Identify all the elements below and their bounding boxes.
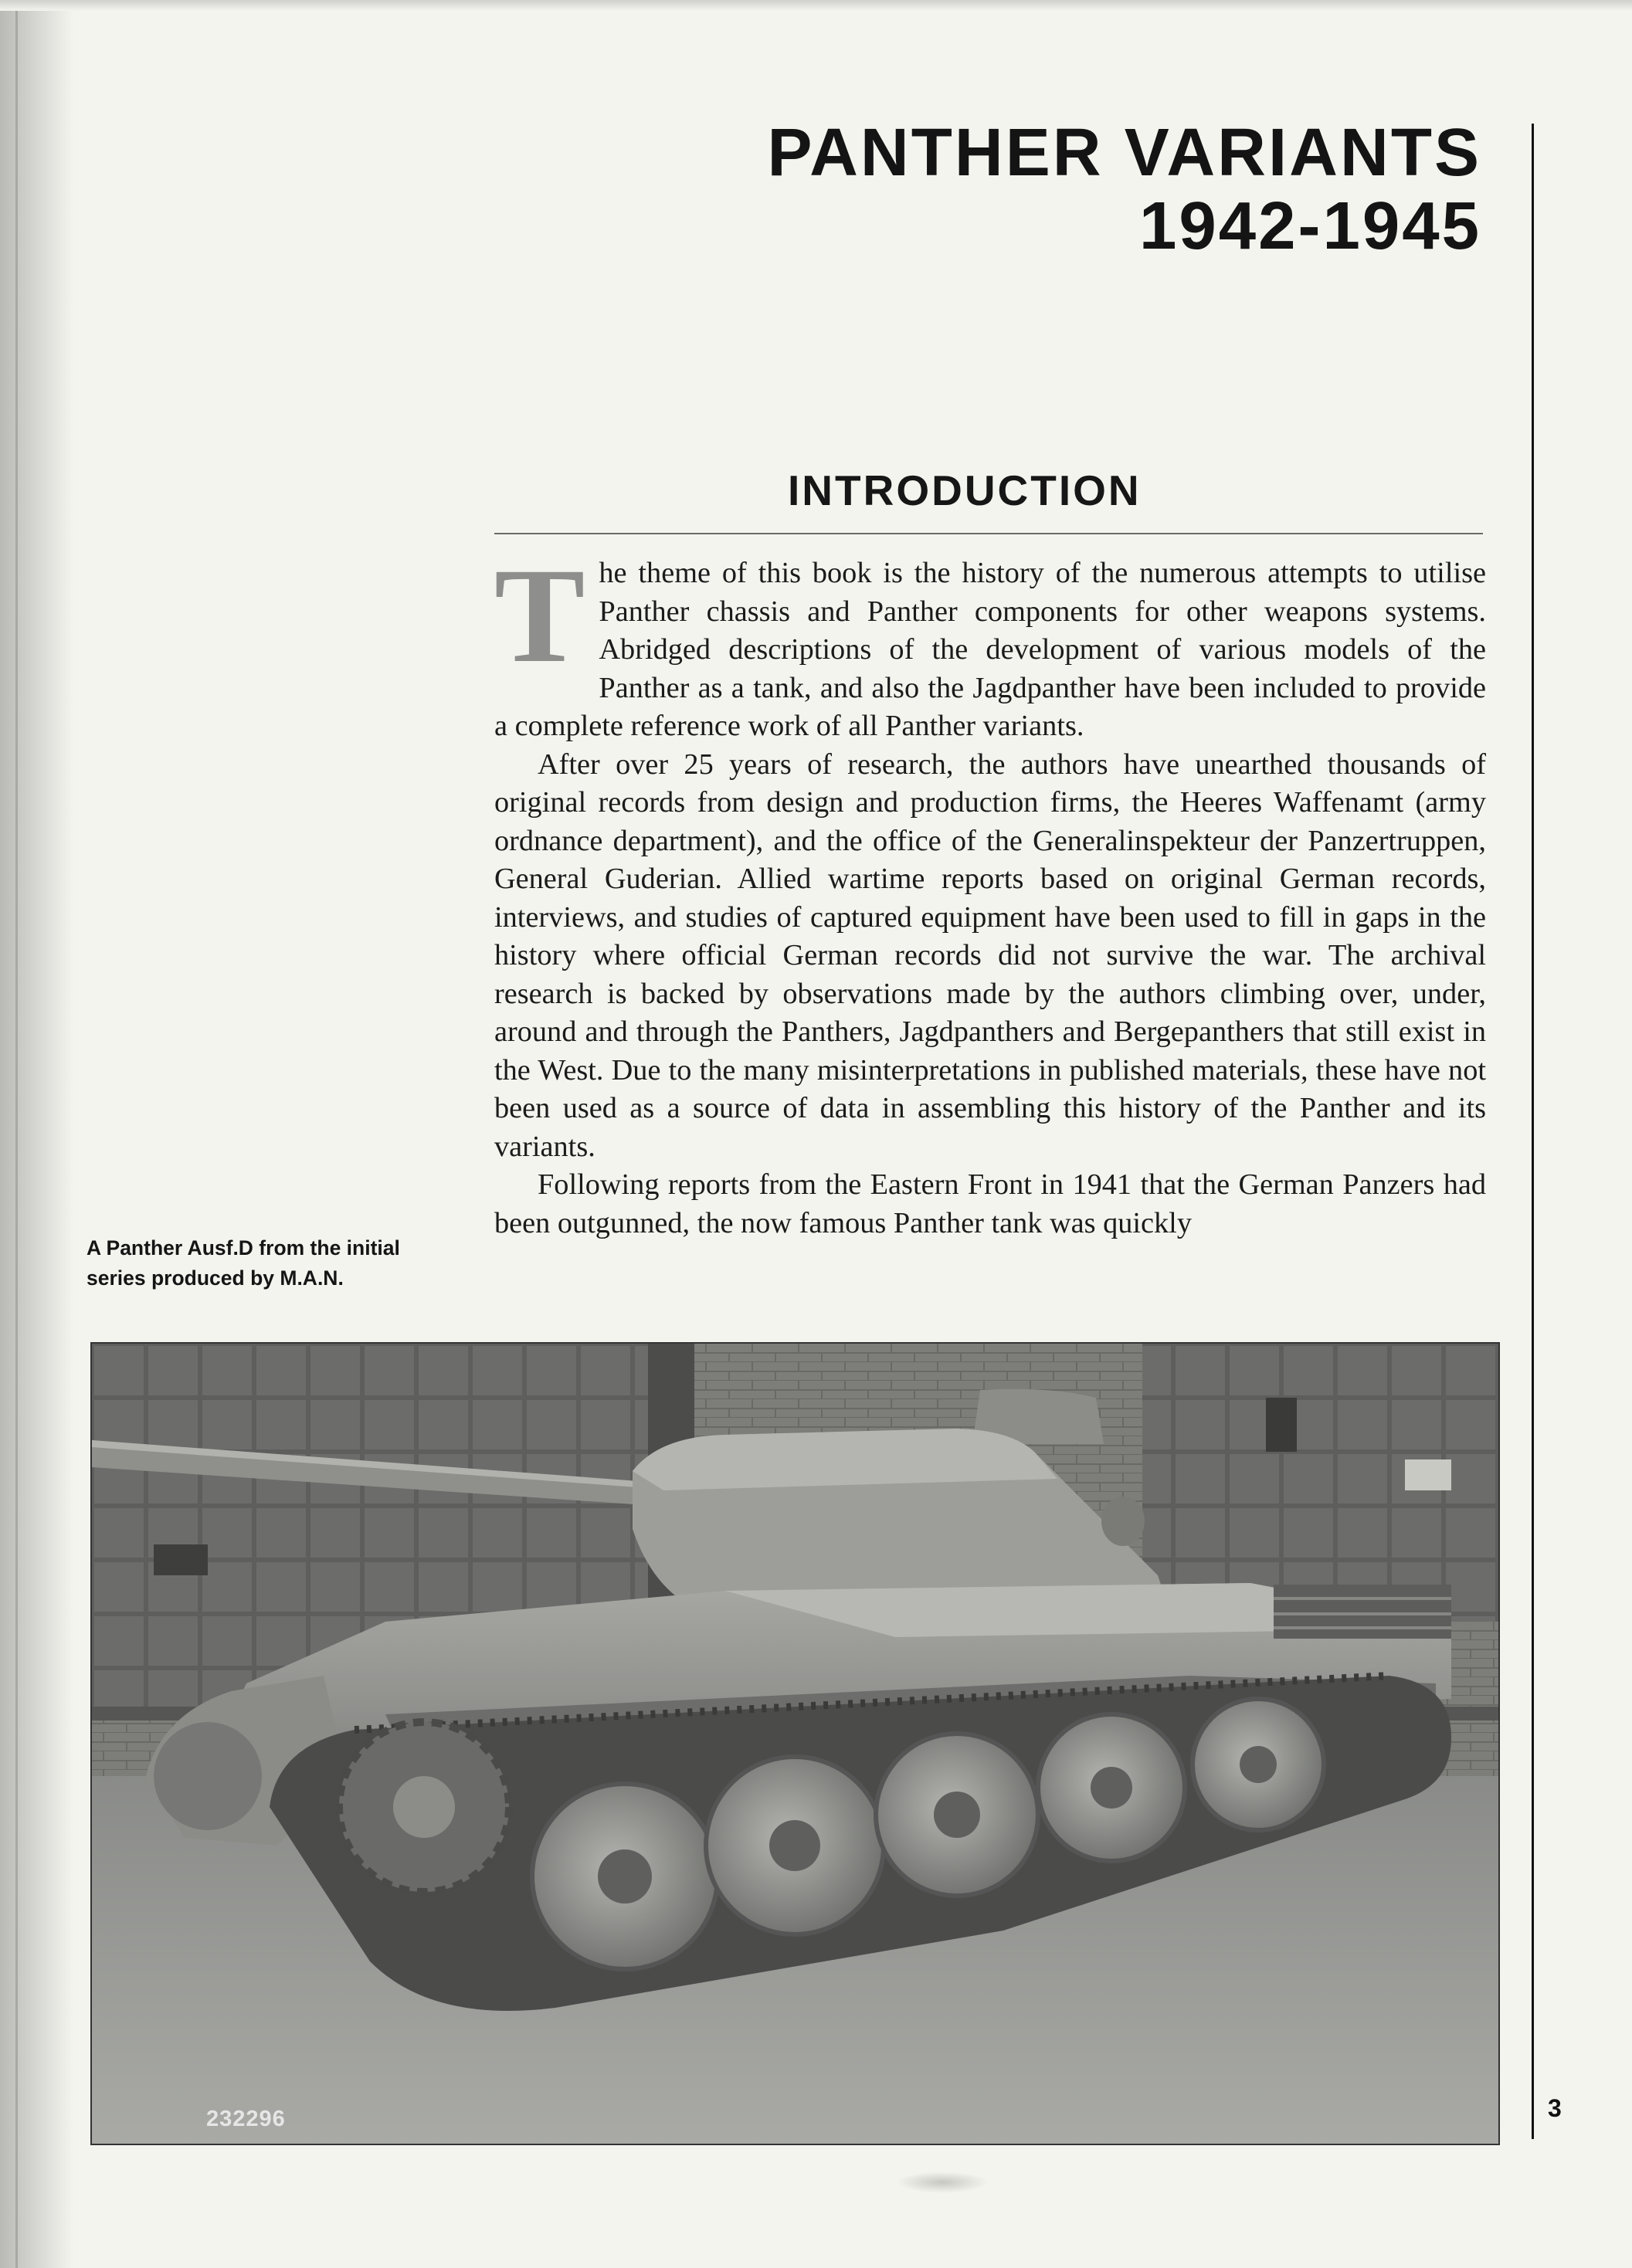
- scan-smudge: [896, 2171, 989, 2193]
- page-top-edge: [0, 0, 1632, 11]
- tank-photo: [90, 1342, 1500, 2145]
- paragraph-1: [494, 541, 1486, 746]
- page-number: 3: [1548, 2094, 1562, 2122]
- photo-negative-number: 232296: [206, 2107, 286, 2131]
- tank-photo-illustration: [92, 1344, 1498, 2144]
- section-heading: INTRODUCTION: [788, 466, 1142, 514]
- paragraph-3: Following reports from the Eastern Front in 1941 that the German Panzers had been outgunned, the now famous Panther tank was quickly: [494, 1168, 1486, 1239]
- photo-caption: A Panther Ausf.D from the initial series produced by M.A.N.: [87, 1236, 400, 1290]
- paragraph-1-text: he theme of this book is the history of the numerous attempts to utilise Panther chassis and Panther components for other weapons systems. Abridged descriptions of the development of various models of the Panther as a tank, and also the Jagdpanther have been included to provide a complete reference work of all Panther variants.: [494, 557, 1486, 742]
- paragraph-2: After over 25 years of research, the authors have unearthed thousands of original records from design and production firms, the Heeres Waffenamt (army ordnance department), and the office of the Generalinspekteur der Panzertruppen, General Guderian. Allied wartime reports based on original German records, interviews, and studies of captured equipment have been used to fill in gaps in the history where official German records did not survive the war. The archival research is backed by observations made by the authors climbing over, under, around and through the Panthers, Jagdpanthers and Bergepanthers that still exist in the West. Due to the many misinterpretations in published materials, these have not been used as a source of data in assembling this history of the Panther and its variants.: [494, 748, 1486, 1163]
- title-line-2: 1942-1945: [1138, 188, 1481, 263]
- intro-body: [494, 541, 1486, 1242]
- page-title: [768, 116, 1481, 263]
- drop-cap: T: [494, 541, 585, 691]
- page-binding-edge: [15, 0, 18, 2268]
- page-binding-shadow: [0, 0, 73, 2268]
- right-margin-rule: [1532, 124, 1534, 2139]
- title-line-1: PANTHER VARIANTS: [767, 115, 1481, 190]
- heading-divider: [494, 533, 1483, 534]
